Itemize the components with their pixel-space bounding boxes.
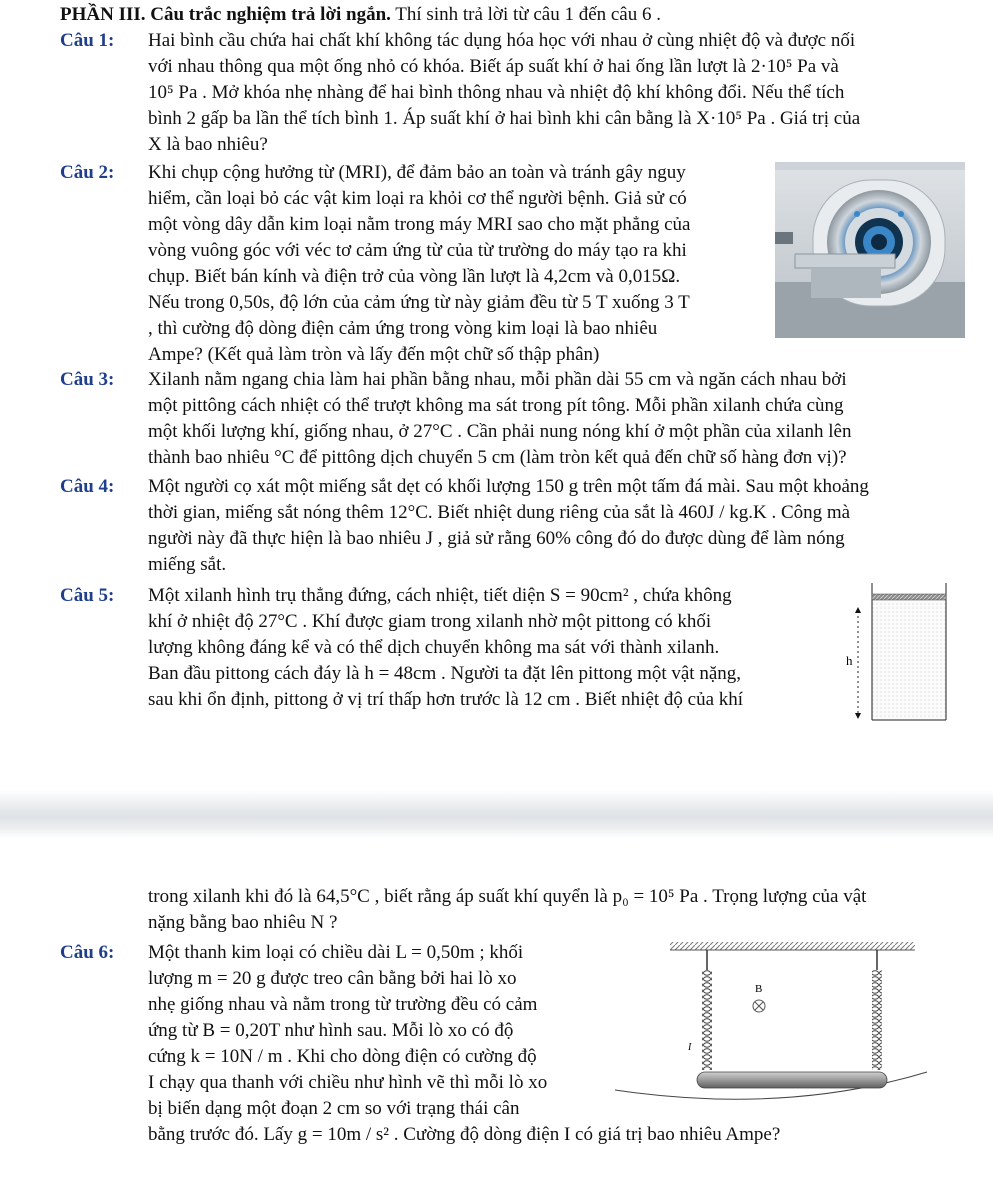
text-line: vòng vuông góc với véc tơ cảm ứng từ của từ trường do máy tạo ra khi — [148, 240, 687, 261]
text-line: nặng bằng bao nhiêu N ? — [148, 912, 338, 933]
document-page-2 — [0, 838, 993, 1200]
question-5 — [60, 583, 830, 715]
text-line: Khi chụp cộng hưởng từ (MRI), để đảm bảo an toàn và tránh gây nguy — [148, 162, 686, 183]
spring-rod-diagram — [615, 940, 935, 1120]
text-line: hiểm, cần loại bỏ các vật kim loại ra khỏi cơ thể người bệnh. Giả sử có — [148, 188, 687, 209]
current-label: I — [688, 1042, 692, 1053]
question-label: Câu 1: — [60, 30, 115, 51]
text-line: miếng sắt. — [148, 554, 227, 575]
text-line: lượng không đáng kể và có thể dịch chuyển không ma sát với thành xilanh. — [148, 637, 720, 658]
question-label: Câu 6: — [60, 942, 115, 963]
question-4 — [60, 474, 955, 580]
page-separator — [0, 790, 993, 838]
height-label: h — [846, 653, 853, 668]
text-line: Ampe? (Kết quả làm tròn và lấy đến một chữ số thập phân) — [148, 344, 600, 365]
text-line: khí ở nhiệt độ 27°C . Khí được giam trong xilanh nhờ một pittong có khối — [148, 611, 712, 632]
question-1 — [60, 28, 955, 160]
question-text — [148, 367, 953, 471]
question-text — [148, 884, 963, 936]
text-line: người này đã thực hiện là bao nhiêu J , giả sử rằng 60% công đó do được dùng để làm nóng — [148, 528, 845, 549]
cylinder-diagram — [840, 583, 952, 725]
text-line: bằng trước đó. Lấy g = 10m / s² . Cường độ dòng điện I có giá trị bao nhiêu Ampe? — [148, 1124, 781, 1145]
text-line: thành bao nhiêu °C để pittông dịch chuyển 5 cm (làm tròn kết quả đến chữ số hàng đơn vị)? — [148, 447, 847, 468]
question-label: Câu 3: — [60, 369, 115, 390]
text-line: I chạy qua thanh với chiều như hình vẽ thì mỗi lò xo — [148, 1072, 548, 1093]
text-line: bị biến dạng một đoạn 2 cm so với trạng thái cân — [148, 1098, 520, 1119]
section-heading — [60, 4, 661, 26]
text-line: Ban đầu pittong cách đáy là h = 48cm . Người ta đặt lên pittong một vật nặng, — [148, 663, 742, 684]
text-line: chụp. Biết bán kính và điện trở của vòng lần lượt là 4,2cm và 0,015Ω. — [148, 266, 681, 287]
text-line: Một thanh kim loại có chiều dài L = 0,50m ; khối — [148, 942, 524, 963]
text-line: một khối lượng khí, giống nhau, ở 27°C . Cần phải nung nóng khí ở một phần của xilanh lên — [148, 421, 852, 442]
text-line: nhẹ giống nhau và nằm trong từ trường đều có cảm — [148, 994, 538, 1015]
text-line: với nhau thông qua một ống nhỏ có khóa. Biết áp suất khí ở hai ống lần lượt là 2·10⁵ Pa và — [148, 56, 839, 77]
text-line: Một xilanh hình trụ thẳng đứng, cách nhiệt, tiết diện S = 90cm² , chứa không — [148, 585, 732, 606]
mri-machine-image — [775, 162, 965, 338]
question-2 — [60, 160, 770, 370]
magnetic-field-label: B — [755, 983, 763, 995]
text-line: một vòng dây dẫn kim loại nằm trong máy MRI sao cho mặt phẳng của — [148, 214, 691, 235]
question-text — [148, 583, 828, 713]
text-line: sau khi ổn định, pittong ở vị trí thấp hơn trước là 12 cm . Biết nhiệt độ của khí — [148, 689, 744, 710]
question-label: Câu 2: — [60, 162, 115, 183]
text-line: Một người cọ xát một miếng sắt dẹt có khối lượng 150 g trên một tấm đá mài. Sau một khoảng — [148, 476, 869, 497]
text-line: lượng m = 20 g được treo cân bằng bởi hai lò xo — [148, 968, 517, 989]
text-line: thời gian, miếng sắt nóng thêm 12°C. Biết nhiệt dung riêng của sắt là 460J / kg.K . Công mà — [148, 502, 851, 523]
text-line: Nếu trong 0,50s, độ lớn của cảm ứng từ này giảm đều từ 5 T xuống 3 T — [148, 292, 690, 313]
question-3 — [60, 367, 955, 473]
section-title: PHẦN III. Câu trắc nghiệm trả lời ngắn. — [60, 4, 391, 25]
text-line: Xilanh nằm ngang chia làm hai phần bằng nhau, mỗi phần dài 55 cm và ngăn cách nhau bởi — [148, 369, 847, 390]
question-5-continued — [60, 884, 965, 938]
text-line: trong xilanh khi đó là 64,5°C , biết rằng áp suất khí quyển là p₀ = 10⁵ Pa . Trọng lượng của vật — [148, 886, 867, 907]
question-label: Câu 5: — [60, 585, 115, 606]
text-line: ứng từ B = 0,20T như hình sau. Mỗi lò xo có độ — [148, 1020, 514, 1041]
question-label: Câu 4: — [60, 476, 115, 497]
question-text — [148, 474, 953, 578]
question-text — [148, 160, 773, 368]
text-line: một pittông cách nhiệt có thể trượt không ma sát trong pít tông. Mỗi phần xilanh chứa cùng — [148, 395, 844, 416]
text-line: X là bao nhiêu? — [148, 134, 268, 155]
text-line: Hai bình cầu chứa hai chất khí không tác dụng hóa học với nhau ở cùng nhiệt độ và được nối — [148, 30, 856, 51]
text-line: bình 2 gấp ba lần thể tích bình 1. Áp suất khí ở hai bình khi cân bằng là X·10⁵ Pa . Giá trị của — [148, 108, 861, 129]
section-instruction: Thí sinh trả lời từ câu 1 đến câu 6 . — [390, 4, 661, 25]
question-text — [148, 28, 953, 158]
text-line: cứng k = 10N / m . Khi cho dòng điện có cường độ — [148, 1046, 537, 1067]
field-into-page-icon — [753, 1000, 765, 1012]
text-line: , thì cường độ dòng điện cảm ứng trong vòng kim loại là bao nhiêu — [148, 318, 658, 339]
text-line: 10⁵ Pa . Mở khóa nhẹ nhàng để hai bình thông nhau và nhiệt độ khí không đổi. Nếu thể tích — [148, 82, 845, 103]
